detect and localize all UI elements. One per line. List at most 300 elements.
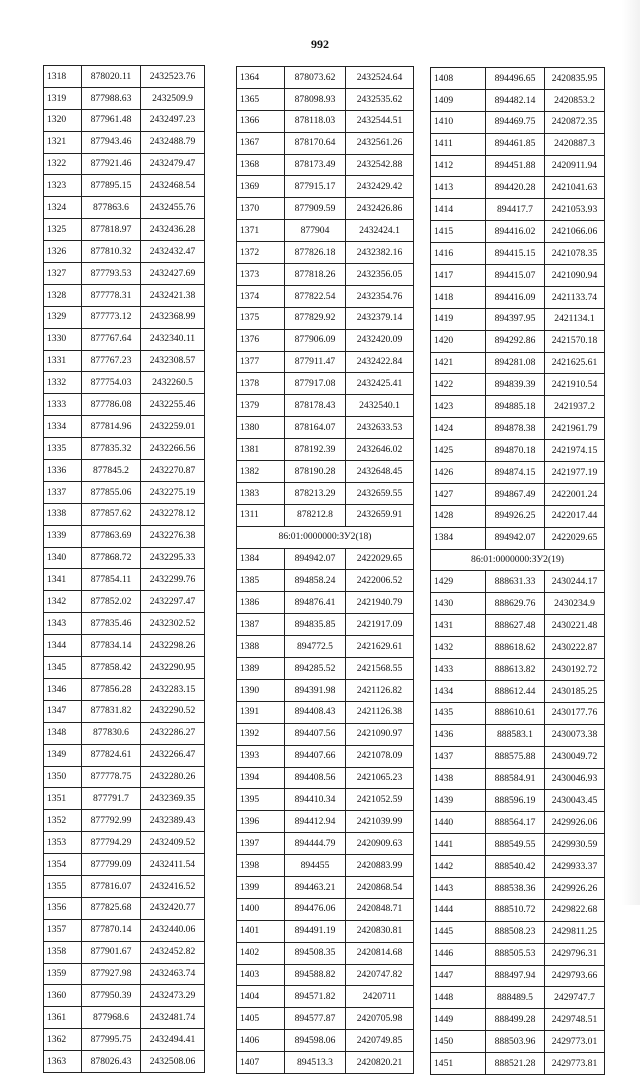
x-coordinate-cell: 894416.02 [486, 221, 545, 243]
x-coordinate-cell: 894417.7 [486, 199, 545, 221]
y-coordinate-cell: 2432421.38 [141, 284, 205, 306]
table-row [237, 679, 414, 701]
point-number-cell: 1363 [44, 1051, 82, 1073]
x-coordinate-cell: 878073.62 [285, 67, 346, 89]
table-row [44, 263, 205, 285]
table-row [431, 330, 605, 352]
point-number-cell: 1379 [237, 395, 285, 417]
x-coordinate-cell: 878118.03 [285, 110, 346, 132]
x-coordinate-cell: 877961.48 [82, 109, 141, 131]
point-number-cell: 1370 [237, 198, 285, 220]
y-coordinate-cell: 2432646.02 [346, 439, 414, 461]
x-coordinate-cell: 877810.32 [82, 241, 141, 263]
x-coordinate-cell: 894412.94 [285, 811, 346, 833]
table-row [237, 329, 414, 351]
y-coordinate-cell: 2432259.01 [141, 416, 205, 438]
y-coordinate-cell: 2420705.98 [346, 1008, 414, 1030]
x-coordinate-cell: 877968.6 [82, 1007, 141, 1029]
point-number-cell: 1438 [431, 768, 486, 790]
table-row [44, 985, 205, 1007]
table-row [237, 570, 414, 592]
point-number-cell: 1445 [431, 921, 486, 943]
x-coordinate-cell: 877818.97 [82, 219, 141, 241]
point-number-cell: 1353 [44, 832, 82, 854]
y-coordinate-cell: 2432436.28 [141, 219, 205, 241]
y-coordinate-cell: 2432302.52 [141, 613, 205, 635]
point-number-cell: 1417 [431, 265, 486, 287]
x-coordinate-cell: 894407.56 [285, 723, 346, 745]
y-coordinate-cell: 2432420.77 [141, 897, 205, 919]
y-coordinate-cell: 2432382.16 [346, 242, 414, 264]
table-row [431, 877, 605, 899]
y-coordinate-cell: 2432509.9 [141, 87, 205, 109]
x-coordinate-cell: 877835.46 [82, 613, 141, 635]
point-number-cell: 1371 [237, 220, 285, 242]
point-number-cell: 1321 [44, 131, 82, 153]
point-number-cell: 1397 [237, 833, 285, 855]
y-coordinate-cell: 2432422.84 [346, 351, 414, 373]
y-coordinate-cell: 2432452.82 [141, 941, 205, 963]
table-row [237, 942, 414, 964]
table-row [431, 987, 605, 1009]
point-number-cell: 1399 [237, 876, 285, 898]
y-coordinate-cell: 2432535.62 [346, 88, 414, 110]
x-coordinate-cell: 877835.32 [82, 438, 141, 460]
table-row [237, 461, 414, 483]
y-coordinate-cell: 2421917.09 [346, 614, 414, 636]
x-coordinate-cell: 878178.43 [285, 395, 346, 417]
point-number-cell: 1342 [44, 591, 82, 613]
point-number-cell: 1440 [431, 812, 486, 834]
point-number-cell: 1334 [44, 416, 82, 438]
x-coordinate-cell: 877852.02 [82, 591, 141, 613]
section-header-row [237, 526, 414, 548]
x-coordinate-cell: 878170.64 [285, 132, 346, 154]
x-coordinate-cell: 877909.59 [285, 198, 346, 220]
point-number-cell: 1352 [44, 810, 82, 832]
table-row [44, 744, 205, 766]
y-coordinate-cell: 2430043.45 [545, 790, 605, 812]
point-number-cell: 1338 [44, 503, 82, 525]
point-number-cell: 1318 [44, 66, 82, 88]
point-number-cell: 1428 [431, 505, 486, 527]
y-coordinate-cell: 2429773.81 [545, 1053, 605, 1075]
y-coordinate-cell: 2432266.56 [141, 438, 205, 460]
table-row [44, 788, 205, 810]
y-coordinate-cell: 2420909.63 [346, 833, 414, 855]
x-coordinate-cell: 888503.96 [486, 1031, 545, 1053]
point-number-cell: 1448 [431, 987, 486, 1009]
table-row [44, 635, 205, 657]
y-coordinate-cell: 2421078.09 [346, 745, 414, 767]
point-number-cell: 1329 [44, 306, 82, 328]
point-number-cell: 1351 [44, 788, 82, 810]
point-number-cell: 1388 [237, 636, 285, 658]
point-number-cell: 1436 [431, 724, 486, 746]
y-coordinate-cell: 2421126.38 [346, 701, 414, 723]
point-number-cell: 1311 [237, 504, 285, 526]
table-row [44, 657, 205, 679]
y-coordinate-cell: 2430177.76 [545, 702, 605, 724]
point-number-cell: 1367 [237, 132, 285, 154]
y-coordinate-cell: 2422001.24 [545, 483, 605, 505]
y-coordinate-cell: 2420887.3 [545, 133, 605, 155]
point-number-cell: 1406 [237, 1030, 285, 1052]
x-coordinate-cell: 877814.96 [82, 416, 141, 438]
point-number-cell: 1431 [431, 615, 486, 637]
table-row [431, 1009, 605, 1031]
y-coordinate-cell: 2432290.52 [141, 700, 205, 722]
table-row [237, 723, 414, 745]
table-row [44, 832, 205, 854]
table-row [237, 1008, 414, 1030]
point-number-cell: 1375 [237, 307, 285, 329]
point-number-cell: 1356 [44, 897, 82, 919]
point-number-cell: 1394 [237, 767, 285, 789]
table-row [237, 198, 414, 220]
table-row [431, 133, 605, 155]
point-number-cell: 1432 [431, 637, 486, 659]
x-coordinate-cell: 888540.42 [486, 856, 545, 878]
y-coordinate-cell: 2432276.38 [141, 525, 205, 547]
y-coordinate-cell: 2421625.61 [545, 352, 605, 374]
x-coordinate-cell: 878164.07 [285, 417, 346, 439]
x-coordinate-cell: 894410.34 [285, 789, 346, 811]
x-coordinate-cell: 877786.08 [82, 394, 141, 416]
table-row [44, 350, 205, 372]
point-number-cell: 1412 [431, 155, 486, 177]
point-number-cell: 1419 [431, 308, 486, 330]
table-row [237, 1052, 414, 1074]
y-coordinate-cell: 2430221.48 [545, 615, 605, 637]
y-coordinate-cell: 2432561.26 [346, 132, 414, 154]
y-coordinate-cell: 2432356.05 [346, 264, 414, 286]
y-coordinate-cell: 2430073.38 [545, 724, 605, 746]
point-number-cell: 1323 [44, 175, 82, 197]
point-number-cell: 1423 [431, 396, 486, 418]
table-row [237, 417, 414, 439]
x-coordinate-cell: 888538.36 [486, 877, 545, 899]
table-row [431, 418, 605, 440]
table-row [44, 372, 205, 394]
point-number-cell: 1325 [44, 219, 82, 241]
point-number-cell: 1435 [431, 702, 486, 724]
x-coordinate-cell: 888521.28 [486, 1053, 545, 1075]
x-coordinate-cell: 888612.44 [486, 680, 545, 702]
x-coordinate-cell: 877921.46 [82, 153, 141, 175]
table-row [44, 569, 205, 591]
y-coordinate-cell: 2429933.37 [545, 856, 605, 878]
point-number-cell: 1424 [431, 418, 486, 440]
point-number-cell: 1451 [431, 1053, 486, 1075]
table-row [431, 68, 605, 90]
x-coordinate-cell: 894415.15 [486, 243, 545, 265]
x-coordinate-cell: 877826.18 [285, 242, 346, 264]
y-coordinate-cell: 2420872.35 [545, 111, 605, 133]
y-coordinate-cell: 2430244.17 [545, 571, 605, 593]
y-coordinate-cell: 2421052.59 [346, 789, 414, 811]
point-number-cell: 1360 [44, 985, 82, 1007]
table-row [237, 855, 414, 877]
table-row [431, 746, 605, 768]
x-coordinate-cell: 877895.15 [82, 175, 141, 197]
point-number-cell: 1320 [44, 109, 82, 131]
table-row [431, 921, 605, 943]
point-number-cell: 1396 [237, 811, 285, 833]
point-number-cell: 1319 [44, 87, 82, 109]
point-number-cell: 1420 [431, 330, 486, 352]
y-coordinate-cell: 2422006.52 [346, 570, 414, 592]
y-coordinate-cell: 2429748.51 [545, 1009, 605, 1031]
table-row [431, 221, 605, 243]
y-coordinate-cell: 2432426.86 [346, 198, 414, 220]
point-number-cell: 1389 [237, 658, 285, 680]
x-coordinate-cell: 877816.07 [82, 875, 141, 897]
point-number-cell: 1373 [237, 264, 285, 286]
table-row [431, 308, 605, 330]
x-coordinate-cell: 888549.55 [486, 834, 545, 856]
point-number-cell: 1400 [237, 898, 285, 920]
y-coordinate-cell: 2420814.68 [346, 942, 414, 964]
point-number-cell: 1443 [431, 877, 486, 899]
x-coordinate-cell: 894408.43 [285, 701, 346, 723]
x-coordinate-cell: 877855.06 [82, 481, 141, 503]
point-number-cell: 1357 [44, 919, 82, 941]
table-row [44, 613, 205, 635]
x-coordinate-cell: 877754.03 [82, 372, 141, 394]
y-coordinate-cell: 2432255.46 [141, 394, 205, 416]
y-coordinate-cell: 2420883.99 [346, 855, 414, 877]
x-coordinate-cell: 877792.99 [82, 810, 141, 832]
point-number-cell: 1377 [237, 351, 285, 373]
y-coordinate-cell: 2432544.51 [346, 110, 414, 132]
y-coordinate-cell: 2432633.53 [346, 417, 414, 439]
x-coordinate-cell: 894469.75 [486, 111, 545, 133]
point-number-cell: 1336 [44, 460, 82, 482]
table-row [431, 396, 605, 418]
x-coordinate-cell: 894942.07 [486, 527, 545, 549]
y-coordinate-cell: 2432659.55 [346, 482, 414, 504]
point-number-cell: 1427 [431, 483, 486, 505]
point-number-cell: 1421 [431, 352, 486, 374]
table-row [431, 899, 605, 921]
table-row [237, 614, 414, 636]
point-number-cell: 1444 [431, 899, 486, 921]
point-number-cell: 1415 [431, 221, 486, 243]
table-row [237, 285, 414, 307]
table-row [431, 89, 605, 111]
table-row [237, 154, 414, 176]
y-coordinate-cell: 2430185.25 [545, 680, 605, 702]
point-number-cell: 1332 [44, 372, 82, 394]
table-row [44, 416, 205, 438]
y-coordinate-cell: 2429811.25 [545, 921, 605, 943]
table-row [431, 943, 605, 965]
table-row [431, 571, 605, 593]
point-number-cell: 1404 [237, 986, 285, 1008]
point-number-cell: 1364 [237, 67, 285, 89]
x-coordinate-cell: 877995.75 [82, 1029, 141, 1051]
y-coordinate-cell: 2432389.43 [141, 810, 205, 832]
x-coordinate-cell: 888489.5 [486, 987, 545, 1009]
y-coordinate-cell: 2432297.47 [141, 591, 205, 613]
x-coordinate-cell: 894420.28 [486, 177, 545, 199]
x-coordinate-cell: 888575.88 [486, 746, 545, 768]
x-coordinate-cell: 878020.11 [82, 66, 141, 88]
y-coordinate-cell: 2422029.65 [545, 527, 605, 549]
table-row [431, 177, 605, 199]
table-row [431, 856, 605, 878]
y-coordinate-cell: 2432295.33 [141, 547, 205, 569]
point-number-cell: 1418 [431, 286, 486, 308]
table-row [44, 131, 205, 153]
table-row [44, 941, 205, 963]
x-coordinate-cell: 877915.17 [285, 176, 346, 198]
x-coordinate-cell: 894598.06 [285, 1030, 346, 1052]
x-coordinate-cell: 888613.82 [486, 659, 545, 681]
point-number-cell: 1385 [237, 570, 285, 592]
x-coordinate-cell: 877845.2 [82, 460, 141, 482]
point-number-cell: 1345 [44, 657, 82, 679]
y-coordinate-cell: 2420711 [346, 986, 414, 1008]
table-row [431, 1031, 605, 1053]
x-coordinate-cell: 877830.6 [82, 722, 141, 744]
table-row [44, 897, 205, 919]
table-row [431, 1053, 605, 1075]
x-coordinate-cell: 894415.07 [486, 265, 545, 287]
x-coordinate-cell: 877831.82 [82, 700, 141, 722]
y-coordinate-cell: 2432540.1 [346, 395, 414, 417]
y-coordinate-cell: 2432260.5 [141, 372, 205, 394]
table-row [431, 834, 605, 856]
point-number-cell: 1411 [431, 133, 486, 155]
x-coordinate-cell: 877856.28 [82, 678, 141, 700]
x-coordinate-cell: 877799.09 [82, 854, 141, 876]
x-coordinate-cell: 888583.1 [486, 724, 545, 746]
y-coordinate-cell: 2432369.35 [141, 788, 205, 810]
x-coordinate-cell: 877791.7 [82, 788, 141, 810]
x-coordinate-cell: 878213.29 [285, 482, 346, 504]
y-coordinate-cell: 2432488.79 [141, 131, 205, 153]
x-coordinate-cell: 888499.28 [486, 1009, 545, 1031]
table-row [431, 724, 605, 746]
table-row [237, 636, 414, 658]
x-coordinate-cell: 894397.95 [486, 308, 545, 330]
point-number-cell: 1328 [44, 284, 82, 306]
point-number-cell: 1372 [237, 242, 285, 264]
x-coordinate-cell: 894285.52 [285, 658, 346, 680]
table-row [431, 352, 605, 374]
table-row [44, 591, 205, 613]
x-coordinate-cell: 894858.24 [285, 570, 346, 592]
table-row [237, 1030, 414, 1052]
table-row [431, 593, 605, 615]
y-coordinate-cell: 2420749.85 [346, 1030, 414, 1052]
x-coordinate-cell: 877767.23 [82, 350, 141, 372]
y-coordinate-cell: 2430046.93 [545, 768, 605, 790]
y-coordinate-cell: 2432420.09 [346, 329, 414, 351]
point-number-cell: 1425 [431, 440, 486, 462]
y-coordinate-cell: 2420848.71 [346, 898, 414, 920]
y-coordinate-cell: 2429793.66 [545, 965, 605, 987]
y-coordinate-cell: 2429747.7 [545, 987, 605, 1009]
x-coordinate-cell: 894444.79 [285, 833, 346, 855]
table-row [44, 919, 205, 941]
point-number-cell: 1386 [237, 592, 285, 614]
point-number-cell: 1382 [237, 461, 285, 483]
table-row [237, 592, 414, 614]
y-coordinate-cell: 2432340.11 [141, 328, 205, 350]
point-number-cell: 1362 [44, 1029, 82, 1051]
point-number-cell: 1429 [431, 571, 486, 593]
x-coordinate-cell: 877901.67 [82, 941, 141, 963]
point-number-cell: 1350 [44, 766, 82, 788]
point-number-cell: 1414 [431, 199, 486, 221]
x-coordinate-cell: 878190.28 [285, 461, 346, 483]
table-row [44, 1007, 205, 1029]
table-row [431, 768, 605, 790]
x-coordinate-cell: 894942.07 [285, 548, 346, 570]
x-coordinate-cell: 894577.87 [285, 1008, 346, 1030]
table-row [44, 547, 205, 569]
y-coordinate-cell: 2432494.41 [141, 1029, 205, 1051]
x-coordinate-cell: 894408.56 [285, 767, 346, 789]
table-row [431, 965, 605, 987]
table-row [431, 505, 605, 527]
x-coordinate-cell: 894476.06 [285, 898, 346, 920]
x-coordinate-cell: 877825.68 [82, 897, 141, 919]
point-number-cell: 1381 [237, 439, 285, 461]
y-coordinate-cell: 2422029.65 [346, 548, 414, 570]
point-number-cell: 1344 [44, 635, 82, 657]
x-coordinate-cell: 888631.33 [486, 571, 545, 593]
table-row [44, 87, 205, 109]
x-coordinate-cell: 877794.29 [82, 832, 141, 854]
x-coordinate-cell: 877854.11 [82, 569, 141, 591]
table-row [44, 66, 205, 88]
point-number-cell: 1416 [431, 243, 486, 265]
cadastral-section-header: 86:01:0000000:ЗУ2(19) [431, 549, 605, 571]
x-coordinate-cell: 894491.19 [285, 920, 346, 942]
x-coordinate-cell: 878026.43 [82, 1051, 141, 1073]
point-number-cell: 1383 [237, 482, 285, 504]
y-coordinate-cell: 2432411.54 [141, 854, 205, 876]
table-row [237, 701, 414, 723]
y-coordinate-cell: 2421977.19 [545, 462, 605, 484]
table-row [431, 440, 605, 462]
point-number-cell: 1407 [237, 1052, 285, 1074]
point-number-cell: 1355 [44, 875, 82, 897]
y-coordinate-cell: 2430222.87 [545, 637, 605, 659]
table-row [44, 197, 205, 219]
y-coordinate-cell: 2421066.06 [545, 221, 605, 243]
point-number-cell: 1442 [431, 856, 486, 878]
table-row [237, 307, 414, 329]
x-coordinate-cell: 877767.64 [82, 328, 141, 350]
x-coordinate-cell: 888510.72 [486, 899, 545, 921]
page-number: 992 [311, 37, 329, 51]
table-row [431, 680, 605, 702]
point-number-cell: 1354 [44, 854, 82, 876]
y-coordinate-cell: 2432290.95 [141, 657, 205, 679]
y-coordinate-cell: 2432542.88 [346, 154, 414, 176]
point-number-cell: 1337 [44, 481, 82, 503]
table-row [44, 1051, 205, 1073]
x-coordinate-cell: 877773.12 [82, 306, 141, 328]
table-row [237, 395, 414, 417]
point-number-cell: 1433 [431, 659, 486, 681]
y-coordinate-cell: 2421961.79 [545, 418, 605, 440]
